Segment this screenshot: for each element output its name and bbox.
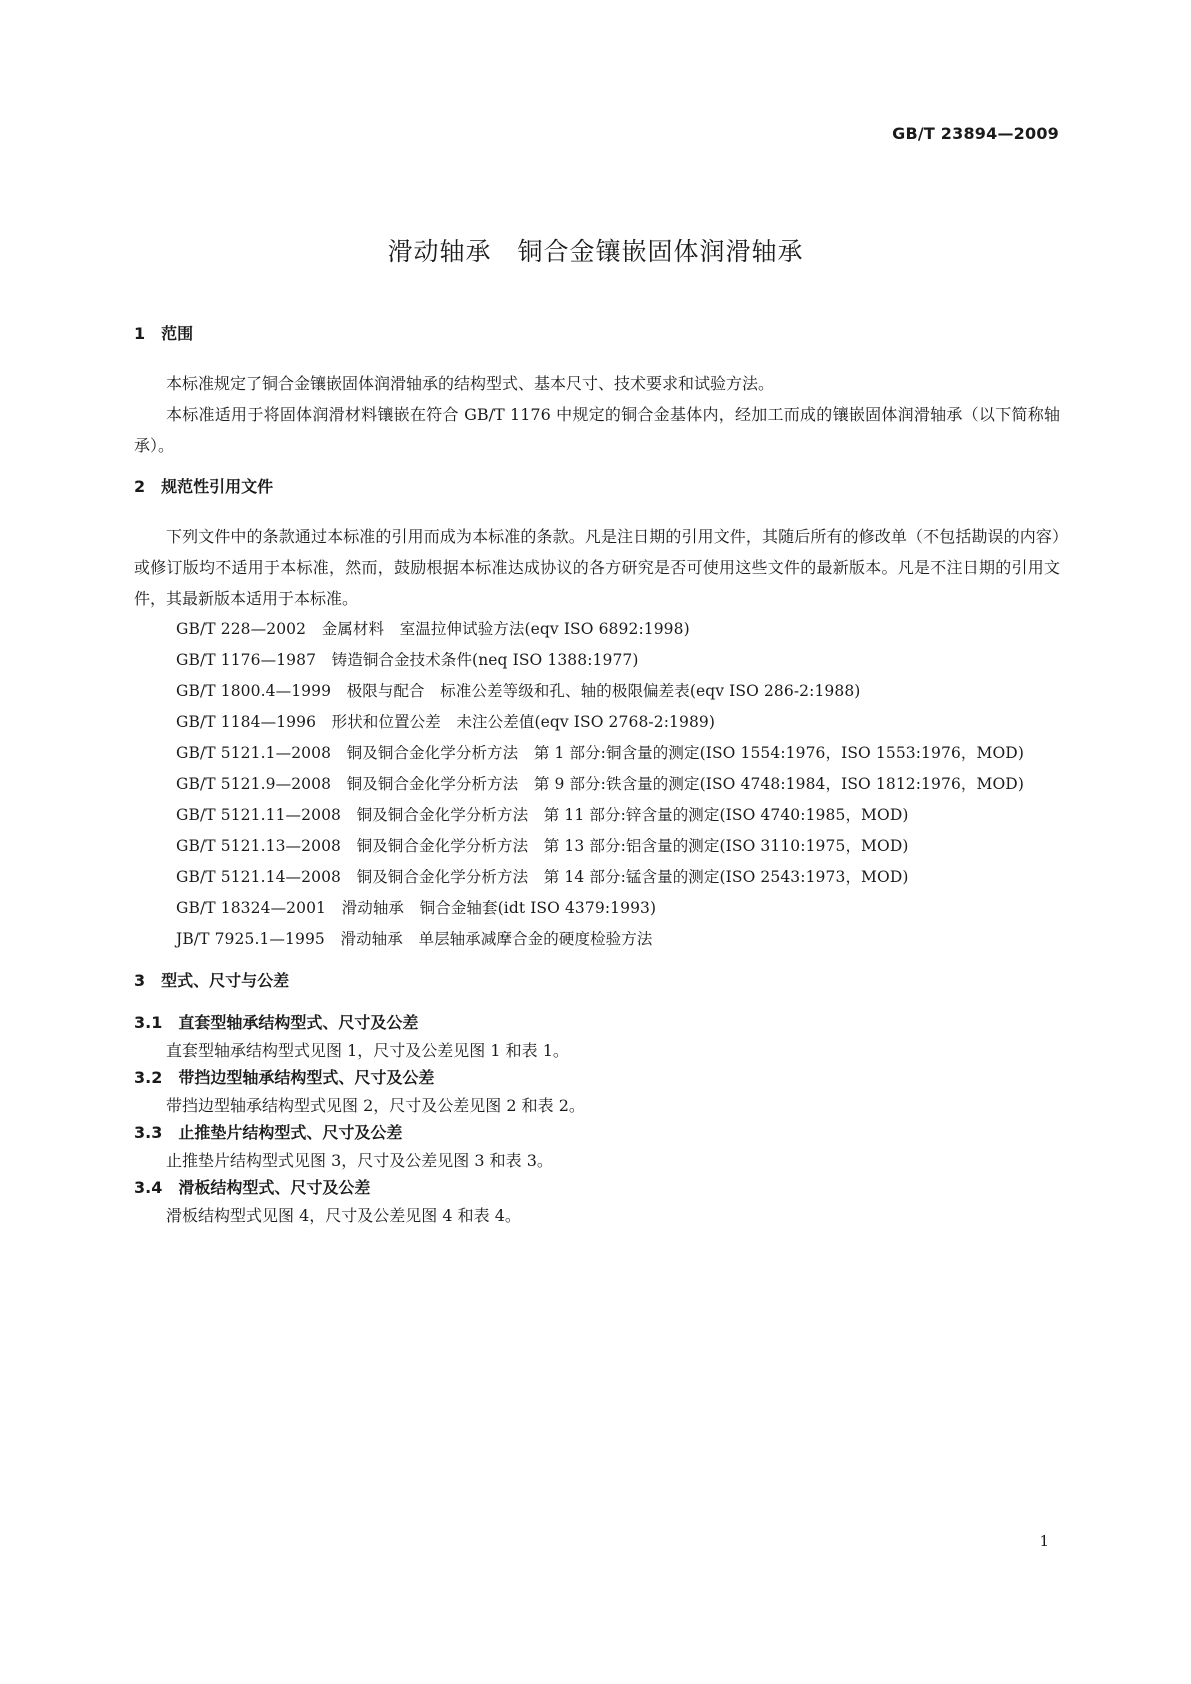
- page-number: 1: [1039, 1532, 1049, 1550]
- section-2-intro: 下列文件中的条款通过本标准的引用而成为本标准的条款。凡是注日期的引用文件，其随后所有的修改单（不包括勘误的内容）或修订版均不适用于本标准，然而，鼓励根据本标准达成协议的各方研究是否可使用这些文件的最新版本。凡是不注日期的引用文件，其最新版本适用于本标准。: [134, 527, 1060, 608]
- reference-item: GB/T 5121.14—2008 铜及铜合金化学分析方法 第 14 部分:锰含量的测定(ISO 2543:1973，MOD): [176, 868, 909, 886]
- reference-item: GB/T 1176—1987 铸造铜合金技术条件(neq ISO 1388:1977): [176, 651, 639, 669]
- subsection-text: 直套型轴承结构型式见图 1，尺寸及公差见图 1 和表 1。: [166, 1041, 569, 1060]
- document-body: [134, 322, 1060, 1231]
- subsection-heading: 3.3 止推垫片结构型式、尺寸及公差: [134, 1123, 403, 1142]
- reference-item: GB/T 228—2002 金属材料 室温拉伸试验方法(eqv ISO 6892:1998): [176, 620, 690, 638]
- subsection-heading: 3.1 直套型轴承结构型式、尺寸及公差: [134, 1013, 419, 1032]
- standard-number: GB/T 23894—2009: [892, 124, 1059, 143]
- reference-item: GB/T 5121.11—2008 铜及铜合金化学分析方法 第 11 部分:锌含量的测定(ISO 4740:1985，MOD): [176, 806, 909, 824]
- section-2-heading: 2 规范性引用文件: [134, 477, 274, 496]
- subsection-text: 止推垫片结构型式见图 3，尺寸及公差见图 3 和表 3。: [166, 1151, 553, 1170]
- section-3-heading: 3 型式、尺寸与公差: [134, 971, 290, 990]
- reference-item: JB/T 7925.1—1995 滑动轴承 单层轴承减摩合金的硬度检验方法: [176, 930, 653, 948]
- section-1-paragraph: 本标准规定了铜合金镶嵌固体润滑轴承的结构型式、基本尺寸、技术要求和试验方法。: [166, 374, 775, 393]
- reference-item: GB/T 5121.9—2008 铜及铜合金化学分析方法 第 9 部分:铁含量的测定(ISO 4748:1984，ISO 1812:1976，MOD): [176, 775, 1024, 793]
- subsection-text: 滑板结构型式见图 4，尺寸及公差见图 4 和表 4。: [166, 1206, 521, 1225]
- reference-item: GB/T 1184—1996 形状和位置公差 未注公差值(eqv ISO 2768-2:1989): [176, 713, 716, 731]
- reference-item: GB/T 5121.1—2008 铜及铜合金化学分析方法 第 1 部分:铜含量的测定(ISO 1554:1976，ISO 1553:1976，MOD): [176, 744, 1024, 762]
- reference-item: GB/T 5121.13—2008 铜及铜合金化学分析方法 第 13 部分:铝含量的测定(ISO 3110:1975，MOD): [176, 837, 909, 855]
- reference-item: GB/T 1800.4—1999 极限与配合 标准公差等级和孔、轴的极限偏差表(eqv ISO 286-2:1988): [176, 682, 861, 700]
- subsection-heading: 3.4 滑板结构型式、尺寸及公差: [134, 1178, 371, 1197]
- reference-item: GB/T 18324—2001 滑动轴承 铜合金轴套(idt ISO 4379:1993): [176, 899, 657, 917]
- section-1-paragraph: 本标准适用于将固体润滑材料镶嵌在符合 GB/T 1176 中规定的铜合金基体内，经加工而成的镶嵌固体润滑轴承（以下简称轴承）。: [134, 405, 1060, 455]
- subsection-text: 带挡边型轴承结构型式见图 2，尺寸及公差见图 2 和表 2。: [166, 1096, 585, 1115]
- document-title: 滑动轴承 铜合金镶嵌固体润滑轴承: [387, 237, 804, 266]
- subsection-heading: 3.2 带挡边型轴承结构型式、尺寸及公差: [134, 1068, 435, 1087]
- section-1-heading: 1 范围: [134, 324, 194, 343]
